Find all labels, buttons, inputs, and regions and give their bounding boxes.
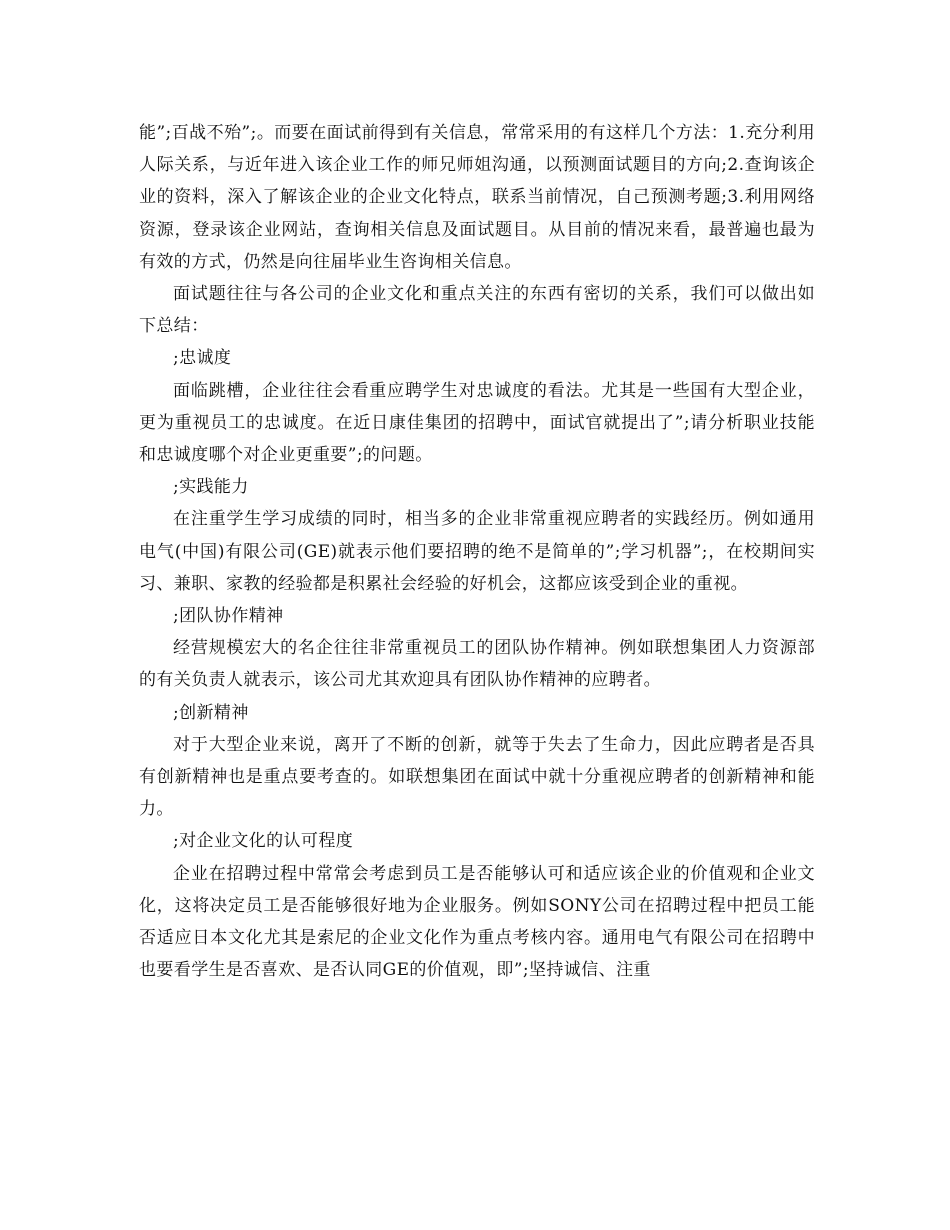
paragraph-culture: 企业在招聘过程中常常会考虑到员工是否能够认可和适应该企业的价值观和企业文化，这将决定员工是否能够很好地为企业服务。例如SONY公司在招聘过程中把员工能否适应日本文化尤其是索尼的企业文化作为重点考核内容。通用电气有限公司在招聘中也要看学生是否喜欢、是否认同GE的价值观，即”;坚持诚信、注重 — [139, 863, 815, 981]
section-heading-practice: ;实践能力 — [173, 477, 249, 498]
paragraph-loyalty: 面临跳槽，企业往往会看重应聘学生对忠诚度的看法。尤其是一些国有大型企业，更为重视员工的忠诚度。在近日康佳集团的招聘中，面试官就提出了”;请分析职业技能和忠诚度哪个对企业更重要”;的问题。 — [139, 380, 815, 466]
paragraph-innovation: 对于大型企业来说，离开了不断的创新，就等于失去了生命力，因此应聘者是否具有创新精神也是重点要考查的。如联想集团在面试中就十分重视应聘者的创新精神和能力。 — [139, 734, 815, 820]
section-heading-innovation: ;创新精神 — [173, 702, 249, 723]
paragraph-teamwork: 经营规模宏大的名企往往非常重视员工的团队协作精神。例如联想集团人力资源部的有关负责人就表示，该公司尤其欢迎具有团队协作精神的应聘者。 — [139, 638, 815, 691]
section-heading-culture: ;对企业文化的认可程度 — [173, 831, 354, 852]
paragraph-practice: 在注重学生学习成绩的同时，相当多的企业非常重视应聘者的实践经历。例如通用电气(中国)有限公司(GE)就表示他们要招聘的绝不是简单的”;学习机器”;，在校期间实习、兼职、家教的经验都是积累社会经验的好机会，这都应该受到企业的重视。 — [139, 509, 815, 594]
section-heading-loyalty: ;忠诚度 — [173, 348, 232, 369]
section-heading-teamwork: ;团队协作精神 — [173, 606, 284, 627]
paragraph-intro-methods: 能”;百战不殆”;。而要在面试前得到有关信息，常常采用的有这样几个方法：1.充分利用人际关系，与近年进入该企业工作的师兄师姐沟通，以预测面试题目的方向;2.查询该企业的资料，深入了解该企业的企业文化特点，联系当前情况，自己预测考题;3.利用网络资源，登录该企业网站，查询相关信息及面试题目。从目前的情况来看，最普遍也最为有效的方式，仍然是向往届毕业生咨询相关信息。 — [139, 123, 815, 272]
document-body — [139, 117, 815, 986]
paragraph-summary-lead: 面试题往往与各公司的企业文化和重点关注的东西有密切的关系，我们可以做出如下总结： — [139, 284, 815, 337]
